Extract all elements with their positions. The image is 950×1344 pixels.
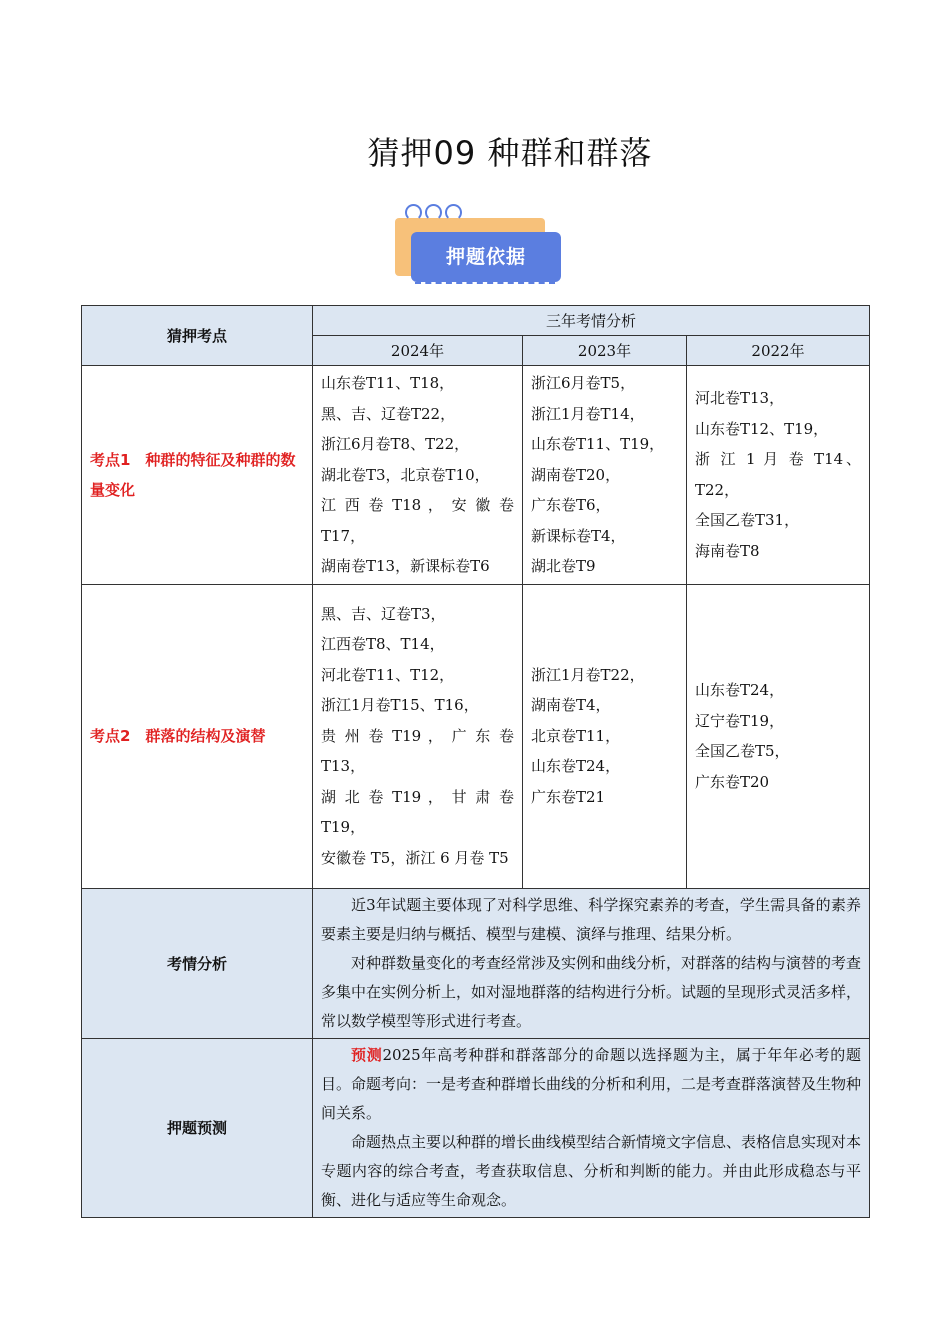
table-row	[82, 584, 870, 888]
table-row	[82, 888, 870, 1038]
list-item: 黑、吉、辽卷T22，	[321, 404, 456, 423]
list-item: 黑、吉、辽卷T3，	[321, 604, 446, 623]
list-item: 河北卷T11、T12，	[321, 665, 455, 684]
list-item: 山东卷T24，	[695, 681, 785, 699]
page-title: 猜押09 种群和群落	[367, 134, 653, 172]
list-item: 江 西 卷 T18 ， 安 徽 卷 T17，	[321, 496, 514, 545]
topic-1: 考点1 种群的特征及种群的数量变化	[82, 366, 313, 585]
prediction-text: 2025年高考种群和群落部分的命题以选择题为主，属于年年必考的题目。命题考向：一是考查种群增长曲线的分析和利用，二是考查群落演替及生物种间关系。	[321, 1045, 862, 1122]
table-row	[82, 366, 870, 585]
list-item: 山东卷T11、T19，	[531, 435, 665, 453]
papers-2022-topic-2	[687, 584, 870, 888]
list-item: 湖 北 卷 T19 ， 甘 肃 卷 T19，	[321, 787, 514, 837]
prediction-paragraph: 命题热点主要以种群的增长曲线模型结合新情境文字信息、表格信息实现对本专题内容的综合考查，考查获取信息、分析和判断的能力。并由此形成稳态与平衡、进化与适应等生命观念。	[321, 1132, 862, 1209]
list-item: 湖南卷T13，新课标卷T6	[321, 557, 490, 575]
prediction-paragraph	[321, 1041, 861, 1128]
list-item: 山东卷T11、T18，	[321, 374, 455, 392]
list-item: 浙 江 1 月 卷 T14、T22，	[695, 450, 862, 499]
header-year-2024: 2024年	[313, 336, 523, 366]
list-item: 贵 州 卷 T19 ， 广 东 卷 T13，	[321, 726, 514, 776]
papers-2023-topic-2	[523, 584, 687, 888]
analysis-paragraph: 对种群数量变化的考查经常涉及实例和曲线分析，对群落的结构与演替的考查多集中在实例分析上，如对湿地群落的结构进行分析。试题的呈现形式灵活多样，常以数学模型等形式进行考查。	[321, 953, 862, 1030]
topic-2: 考点2 群落的结构及演替	[82, 584, 313, 888]
list-item: 浙江6月卷T5，	[531, 374, 636, 392]
list-item: 广东卷T20	[695, 772, 770, 791]
analysis-paragraph: 近3年试题主要体现了对科学思维、科学探究素养的考查，学生需具备的素养要素主要是归纳与概括、模型与建模、演绎与推理、结果分析。	[321, 895, 862, 943]
badge-dash-line	[415, 282, 555, 284]
list-item: 湖南卷T20，	[531, 465, 621, 484]
list-item: 广东卷T6，	[531, 496, 611, 514]
list-item: 浙江1月卷T15、T16，	[321, 696, 479, 715]
list-item: 全国乙卷T31，	[695, 511, 800, 530]
list-item: 安徽卷 T5，浙江 6 月卷 T5	[321, 848, 509, 867]
badge-label: 押题依据	[411, 232, 561, 282]
list-item: 河北卷T13，	[695, 389, 785, 408]
list-item: 全国乙卷T5，	[695, 742, 790, 760]
list-item: 新课标卷T4，	[531, 526, 626, 545]
prediction-label: 押题预测	[82, 1038, 313, 1217]
list-item: 广东卷T21	[531, 787, 606, 806]
analysis-content	[313, 888, 870, 1038]
list-item: 湖南卷T4，	[531, 696, 611, 715]
list-item: 山东卷T12、T19，	[695, 419, 829, 438]
papers-2024-topic-2	[313, 584, 523, 888]
list-item: 浙江1月卷T22，	[531, 665, 645, 684]
list-item: 湖北卷T3，北京卷T10，	[321, 465, 490, 484]
list-item: 山东卷T24，	[531, 757, 621, 776]
table-row	[82, 1038, 870, 1217]
list-item: 浙江6月卷T8、T22，	[321, 435, 470, 453]
header-year-2022: 2022年	[687, 336, 870, 366]
header-analysis: 三年考情分析	[313, 306, 870, 336]
list-item: 辽宁卷T19，	[695, 711, 785, 730]
papers-2022-topic-1	[687, 366, 870, 585]
binder-rings-icon	[405, 204, 465, 225]
list-item: 海南卷T8	[695, 541, 760, 560]
header-topic: 猜押考点	[82, 306, 313, 366]
analysis-label: 考情分析	[82, 888, 313, 1038]
prediction-highlight: 预测	[351, 1045, 383, 1064]
list-item: 江西卷T8、T14，	[321, 635, 445, 654]
list-item: 浙江1月卷T14，	[531, 404, 645, 423]
header-year-2023: 2023年	[523, 336, 687, 366]
papers-2024-topic-1	[313, 366, 523, 585]
list-item: 湖北卷T9	[531, 557, 596, 575]
exam-analysis-table	[81, 305, 870, 1218]
prediction-content	[313, 1038, 870, 1217]
list-item: 北京卷T11，	[531, 726, 621, 745]
papers-2023-topic-1	[523, 366, 687, 585]
section-badge	[393, 204, 563, 286]
